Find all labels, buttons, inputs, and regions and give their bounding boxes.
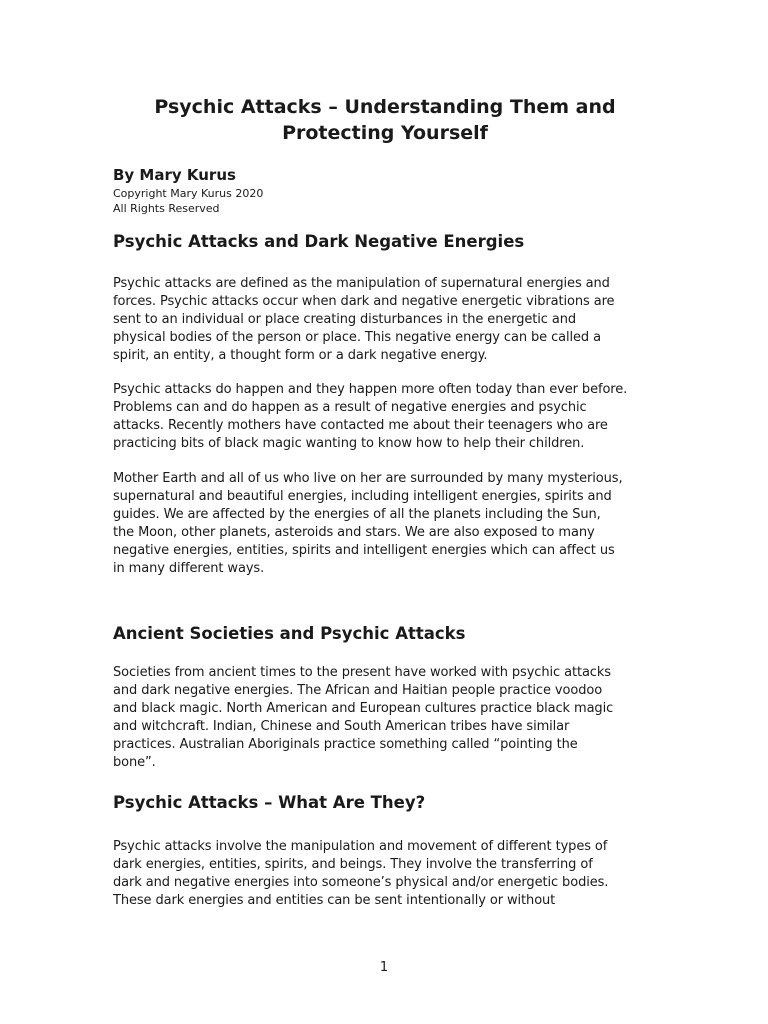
title-line-2: Protecting Yourself [282, 122, 488, 144]
text-line: Psychic attacks do happen and they happen more often today than ever before. [113, 382, 628, 397]
text-line: and dark negative energies. The African and Haitian people practice voodoo [113, 683, 603, 698]
text-line: and black magic. North American and European cultures practice black magic [113, 701, 614, 716]
text-line: practicing bits of black magic wanting to know how to help their children. [113, 436, 585, 451]
section-heading: Ancient Societies and Psychic Attacks [113, 624, 466, 643]
rights-notice: All Rights Reserved [113, 202, 220, 215]
text-line: sent to an individual or place creating disturbances in the energetic and [113, 312, 577, 327]
text-line: negative energies, entities, spirits and intelligent energies which can affect us [113, 543, 615, 558]
paragraph [113, 275, 658, 365]
text-line: dark and negative energies into someone’s physical and/or energetic bodies. [113, 875, 609, 890]
text-line: bone”. [113, 755, 156, 770]
text-line: dark energies, entities, spirits, and beings. They involve the transferring of [113, 857, 593, 872]
text-line: These dark energies and entities can be sent intentionally or without [113, 893, 556, 908]
text-line: physical bodies of the person or place. This negative energy can be called a [113, 330, 601, 345]
document-title [100, 94, 670, 146]
text-line: practices. Australian Aboriginals practice something called “pointing the [113, 737, 578, 752]
text-line: guides. We are affected by the energies of all the planets including the Sun, [113, 507, 601, 522]
text-line: Psychic attacks involve the manipulation and movement of different types of [113, 839, 608, 854]
author-byline: By Mary Kurus [113, 166, 236, 184]
text-line: forces. Psychic attacks occur when dark and negative energetic vibrations are [113, 294, 615, 309]
paragraph [113, 381, 658, 453]
paragraph [113, 838, 658, 910]
title-line-1: Psychic Attacks – Understanding Them and [154, 96, 616, 118]
text-line: and witchcraft. Indian, Chinese and South American tribes have similar [113, 719, 570, 734]
text-line: Societies from ancient times to the present have worked with psychic attacks [113, 665, 611, 680]
section-heading: Psychic Attacks and Dark Negative Energies [113, 232, 525, 251]
text-line: in many different ways. [113, 561, 265, 576]
copyright-notice: Copyright Mary Kurus 2020 [113, 187, 264, 200]
section-heading: Psychic Attacks – What Are They? [113, 793, 426, 812]
paragraph [113, 664, 658, 772]
text-line: the Moon, other planets, asteroids and stars. We are also exposed to many [113, 525, 595, 540]
text-line: attacks. Recently mothers have contacted me about their teenagers who are [113, 418, 608, 433]
page-number: 1 [379, 960, 389, 975]
text-line: Psychic attacks are defined as the manipulation of supernatural energies and [113, 276, 610, 291]
text-line: supernatural and beautiful energies, including intelligent energies, spirits and [113, 489, 612, 504]
text-line: spirit, an entity, a thought form or a dark negative energy. [113, 348, 488, 363]
paragraph [113, 470, 658, 578]
text-line: Problems can and do happen as a result of negative energies and psychic [113, 400, 587, 415]
text-line: Mother Earth and all of us who live on her are surrounded by many mysterious, [113, 471, 623, 486]
